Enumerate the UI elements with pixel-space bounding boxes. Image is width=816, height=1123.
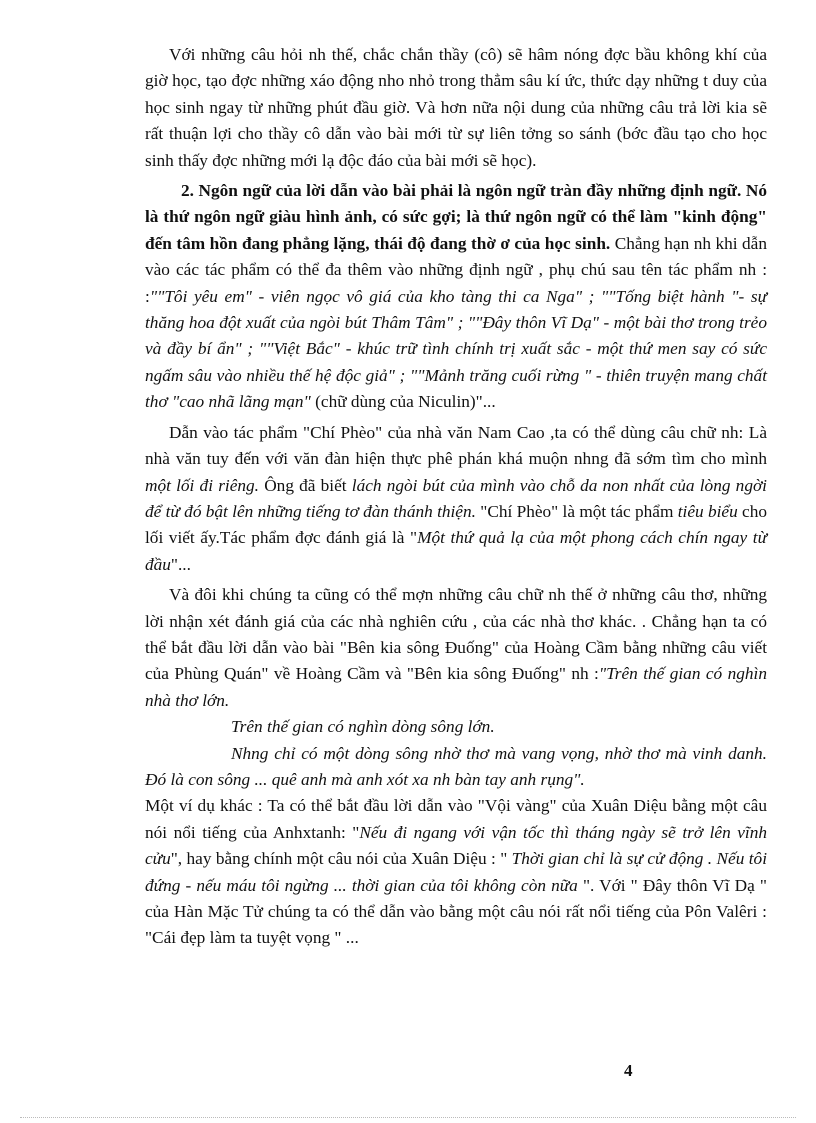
paragraph-5: Một ví dụ khác : Ta có thể bắt đầu lời dẫn vào "Vội vàng" của Xuân Diệu bằng một câu nói nổi tiếng của Anhxtanh: "Nếu đi ngang với vận tốc thì tháng ngày sẽ trở lên vĩnh cửu", hay bằng chính một câu nói của Xuân Diệu : " Thời gian chỉ là sự cử động . Nếu tôi đứng - nếu máu tôi ngừng ... thời gian của tôi không còn nữa ". Với " Đây thôn Vĩ Dạ " của Hàn Mặc Tử chúng ta có thể dẫn vào bằng một câu nói rất nổi tiếng của Pôn Valêri : "Cái đẹp làm ta tuyệt vọng " ... — [145, 796, 767, 948]
paragraph-4: Và đôi khi chúng ta cũng có thể mợn những câu chữ nh thế ở những câu thơ, những lời nhận xét đánh giá của các nhà nghiên cứu , của các nhà thơ khác. . Chẳng hạn ta có thể bắt đầu lời dẫn vào bài "Bên kia sông Đuống" của Hoàng Cầm bằng những câu viết của Phùng Quán" về Hoàng Cầm và "Bên kia sông Đuống" nh :"Trên thế gian có nghìn nhà thơ lớn. — [145, 585, 767, 710]
page-bottom-divider — [20, 1117, 796, 1118]
poem-line-2: Trên thế gian có nghìn dòng sông lớn. — [231, 717, 495, 737]
section-heading: 2. Ngôn ngữ của lời dẫn vào bài phải là ngôn ngữ tràn đầy những định ngữ. Nó là thứ ngôn ngữ giàu hình ảnh, có sức gợi; là thứ ngôn ngữ có thể làm "kinh động" đến tâm hồn đang phẳng lặng, thái độ đang thờ ơ của học sinh. — [145, 181, 767, 253]
document-body — [145, 42, 767, 952]
page-number: 4 — [624, 1061, 633, 1080]
paragraph-1: Với những câu hỏi nh thế, chắc chắn thầy (cô) sẽ hâm nóng đợc bầu không khí của giờ học, tạo đợc những xáo động nho nhỏ trong thẳm sâu kí ức, thức dạy những t duy của học sinh ngay từ những phút đầu giờ. Và hơn nữa nội dung của những câu trả lời kia sẽ rất thuận lợi cho thầy cô dẫn vào bài mới từ sự liên tởng so sánh (bớc đầu tạo cho học sinh thấy đợc những mới lạ độc đáo của bài mới sẽ học). — [145, 45, 767, 170]
poem-line-3: Nhng chỉ có một dòng sông nhờ thơ mà vang vọng, nhờ thơ mà vinh danh. Đó là con sông ... quê anh mà anh xót xa nh bàn tay anh rụng". — [145, 743, 767, 789]
paragraph-3: Dẫn vào tác phẩm "Chí Phèo" của nhà văn Nam Cao ,ta có thể dùng câu chữ nh: Là nhà văn tuy đến với văn đàn hiện thực phê phán khá muộn nhng đã sớm tìm cho mình một lối đi riêng. Ông đã biết lách ngòi bút của mình vào chỗ da non nhất của lòng ngời để từ đó bật lên những tiếng tơ đàn thánh thiện. "Chí Phèo" là một tác phẩm tiêu biểu cho lối viết ấy.Tác phẩm đợc đánh giá là "Một thứ quả lạ của một phong cách chín ngay từ đầu"... — [145, 422, 768, 574]
paragraph-2: 2. Ngôn ngữ của lời dẫn vào bài phải là ngôn ngữ tràn đầy những định ngữ. Nó là thứ ngôn ngữ giàu hình ảnh, có sức gợi; là thứ ngôn ngữ có thể làm "kinh động" đến tâm hồn đang phẳng lặng, thái độ đang thờ ơ của học sinh. Chẳng hạn nh khi dẫn vào các tác phẩm có thể đa thêm vào những định ngữ , phụ chú sau tên tác phẩm nh : :""Tôi yêu em" - viên ngọc vô giá của kho tàng thi ca Nga" ; ""Tống biệt hành "- sự thăng hoa đột xuất của ngòi bút Thâm Tâm" ; ""Đây thôn Vĩ Dạ" - một bài thơ trong trẻo và đầy bí ẩn" ; ""Việt Bắc" - khúc trữ tình chính trị xuất sắc - một thứ men say có sức ngấm sâu vào nhiều thế hệ độc giả" ; ""Mảnh trăng cuối rừng " - thiên truyện mang chất thơ "cao nhã lãng mạn" (chữ dùng của Niculin)"... — [145, 181, 767, 412]
